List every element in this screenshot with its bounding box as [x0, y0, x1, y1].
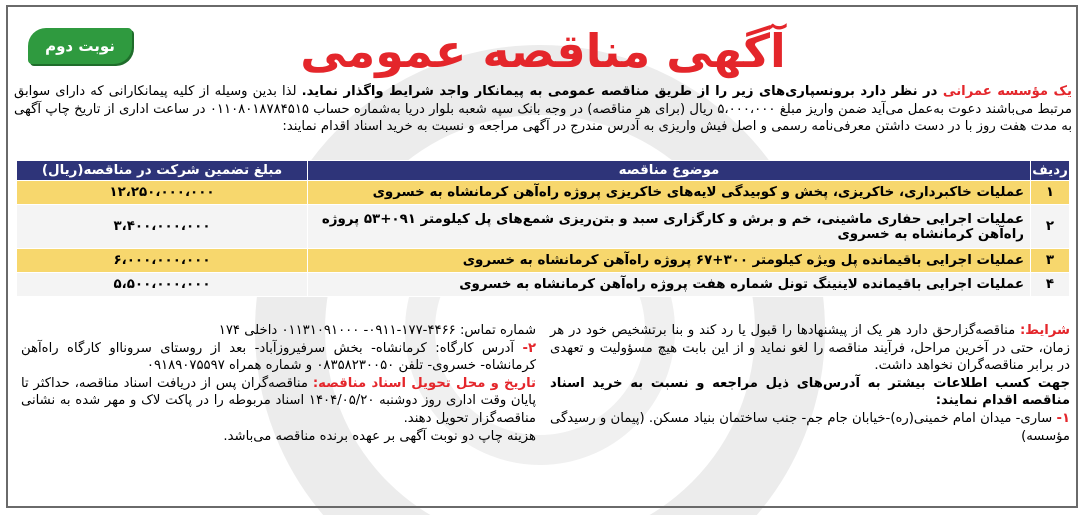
row-num: ۴	[1031, 273, 1070, 297]
row-amount: ۳،۴۰۰،۰۰۰،۰۰۰	[17, 205, 308, 249]
info-heading: جهت کسب اطلاعات بیشتر به آدرس‌های ذیل مراجعه و نسبت به خرید اسناد مناقصه اقدام نمایند:	[550, 375, 1070, 409]
intro-text-1: در نظر دارد برونسپاری‌های زیر را از طریق مناقصه عمومی به پیمانکار واجد شرایط واگذار نماید.	[301, 84, 943, 99]
row-subject: عملیات اجرایی باقیمانده لاینینگ تونل شماره هفت پروژه راه‌آهن کرمانشاه به خسروی	[308, 273, 1031, 297]
address-2-number: ۲-	[522, 340, 536, 356]
row-amount: ۵،۵۰۰،۰۰۰،۰۰۰	[17, 273, 308, 297]
org-name: یک مؤسسه عمرانی	[942, 84, 1073, 99]
terms-text: مناقصه‌گزارحق دارد هر یک از پیشنهادها را قبول یا رد کند و بنا برتشخیص خود در هر زمان، حتی در آخرین مراحل، فرآیند مناقصه را لغو نماید و از این بابت هیچ مسؤولیت و تعهدی در برابر مناقصه‌گران نخواهد داشت.	[550, 323, 1070, 374]
deadline-label: تاریخ و محل تحویل اسناد مناقصه:	[312, 375, 536, 391]
table-row	[17, 205, 1070, 249]
intro-text-2: لذا بدین وسیله از کلیه پیمانکارانی که دارای سوابق مرتبط می‌باشند دعوت به‌عمل می‌آید ضمن واریز مبلغ ۵،۰۰۰،۰۰۰ ریال (برای هر مناقصه) در وجه بانک سپه شعبه بلوار دریا به‌شماره حساب ۰۱۱‌۰۸۰۱۸۷۸۴۵۱۵ در ساعت اداری از تاریخ چاپ آگهی به مدت هفت روز با در دست داشتن معرفی‌نامه رسمی و اصل فیش واریزی به آدرس مندرج در آگهی مراجعه و نسبت به خرید اسناد اقدام نمایند:	[14, 84, 1072, 134]
page-title: آگهی مناقصه عمومی	[300, 24, 786, 78]
terms-label: شرایط:	[1019, 323, 1070, 338]
header-row-num: ردیف	[1031, 161, 1070, 181]
row-amount: ۱۲،۲۵۰،۰۰۰،۰۰۰	[17, 181, 308, 205]
address-2: آدرس کارگاه: کرمانشاه- بخش سرفیروزآباد- بعد از روستای سرونااو کارگاه راه‌آهن کرمانشاه- خسروی- تلفن ۰۸۳۵۸۲۳۰۰۵۰ و شماره همراه ۰۹۱۸۹۰۷۵۵۹۷	[21, 340, 536, 374]
table-row	[17, 181, 1070, 205]
row-subject: عملیات خاکبرداری، خاکریزی، پخش و کوبیدگی لایه‌های خاکریزی پروژه راه‌آهن کرمانشاه به خسروی	[308, 181, 1031, 205]
row-num: ۲	[1031, 205, 1070, 249]
address-1-number: ۱-	[1056, 410, 1070, 426]
address-1: ساری- میدان امام خمینی(ره)-خیابان جام جم- جنب ساختمان بنیاد مسکن. (پیمان و رسیدگی مؤسسه)	[550, 410, 1070, 444]
table-row	[17, 273, 1070, 297]
phone-line: شماره تماس: ۴۴۶۶-۱۷۷-۰۹۱۱- ۰۱۱۳۱۰۹۱۰۰۰ داخلی ۱۷۴	[218, 323, 536, 338]
cost-note: هزینه چاپ دو نوبت آگهی بر عهده برنده مناقصه می‌باشد.	[223, 428, 536, 444]
round-badge: نوبت دوم	[28, 28, 132, 64]
intro-paragraph	[14, 83, 1072, 136]
tender-table	[16, 160, 1070, 297]
header-amount: مبلغ تضمین شرکت در مناقصه(ریال)	[17, 161, 308, 181]
row-num: ۳	[1031, 249, 1070, 273]
header-subject: موضوع مناقصه	[308, 161, 1031, 181]
row-subject: عملیات اجرایی حفاری ماشینی، خم و برش و کارگزاری سبد و بتن‌ریزی شمع‌های پل کیلومتر ۰۹۱+۵۳ پروژه راه‌آهن کرمانشاه به خسروی	[308, 205, 1031, 249]
row-amount: ۶،۰۰۰،۰۰۰،۰۰۰	[17, 249, 308, 273]
row-num: ۱	[1031, 181, 1070, 205]
terms-column	[550, 322, 1070, 445]
table-row	[17, 249, 1070, 273]
contact-column	[21, 322, 536, 445]
row-subject: عملیات اجرایی باقیمانده پل ویژه کیلومتر ۳۰۰+۶۷ پروژه راه‌آهن کرمانشاه به خسروی	[308, 249, 1031, 273]
deadline-text: مناقصه‌گران پس از دریافت اسناد مناقصه، حداکثر تا پایان وقت اداری روز دوشنبه ۱۴۰۴/۰۵/۲۰ اسناد مربوطه را در پاکت لاک و مهر شده به نشانی مناقصه‌گزار تحویل دهند.	[21, 375, 536, 426]
